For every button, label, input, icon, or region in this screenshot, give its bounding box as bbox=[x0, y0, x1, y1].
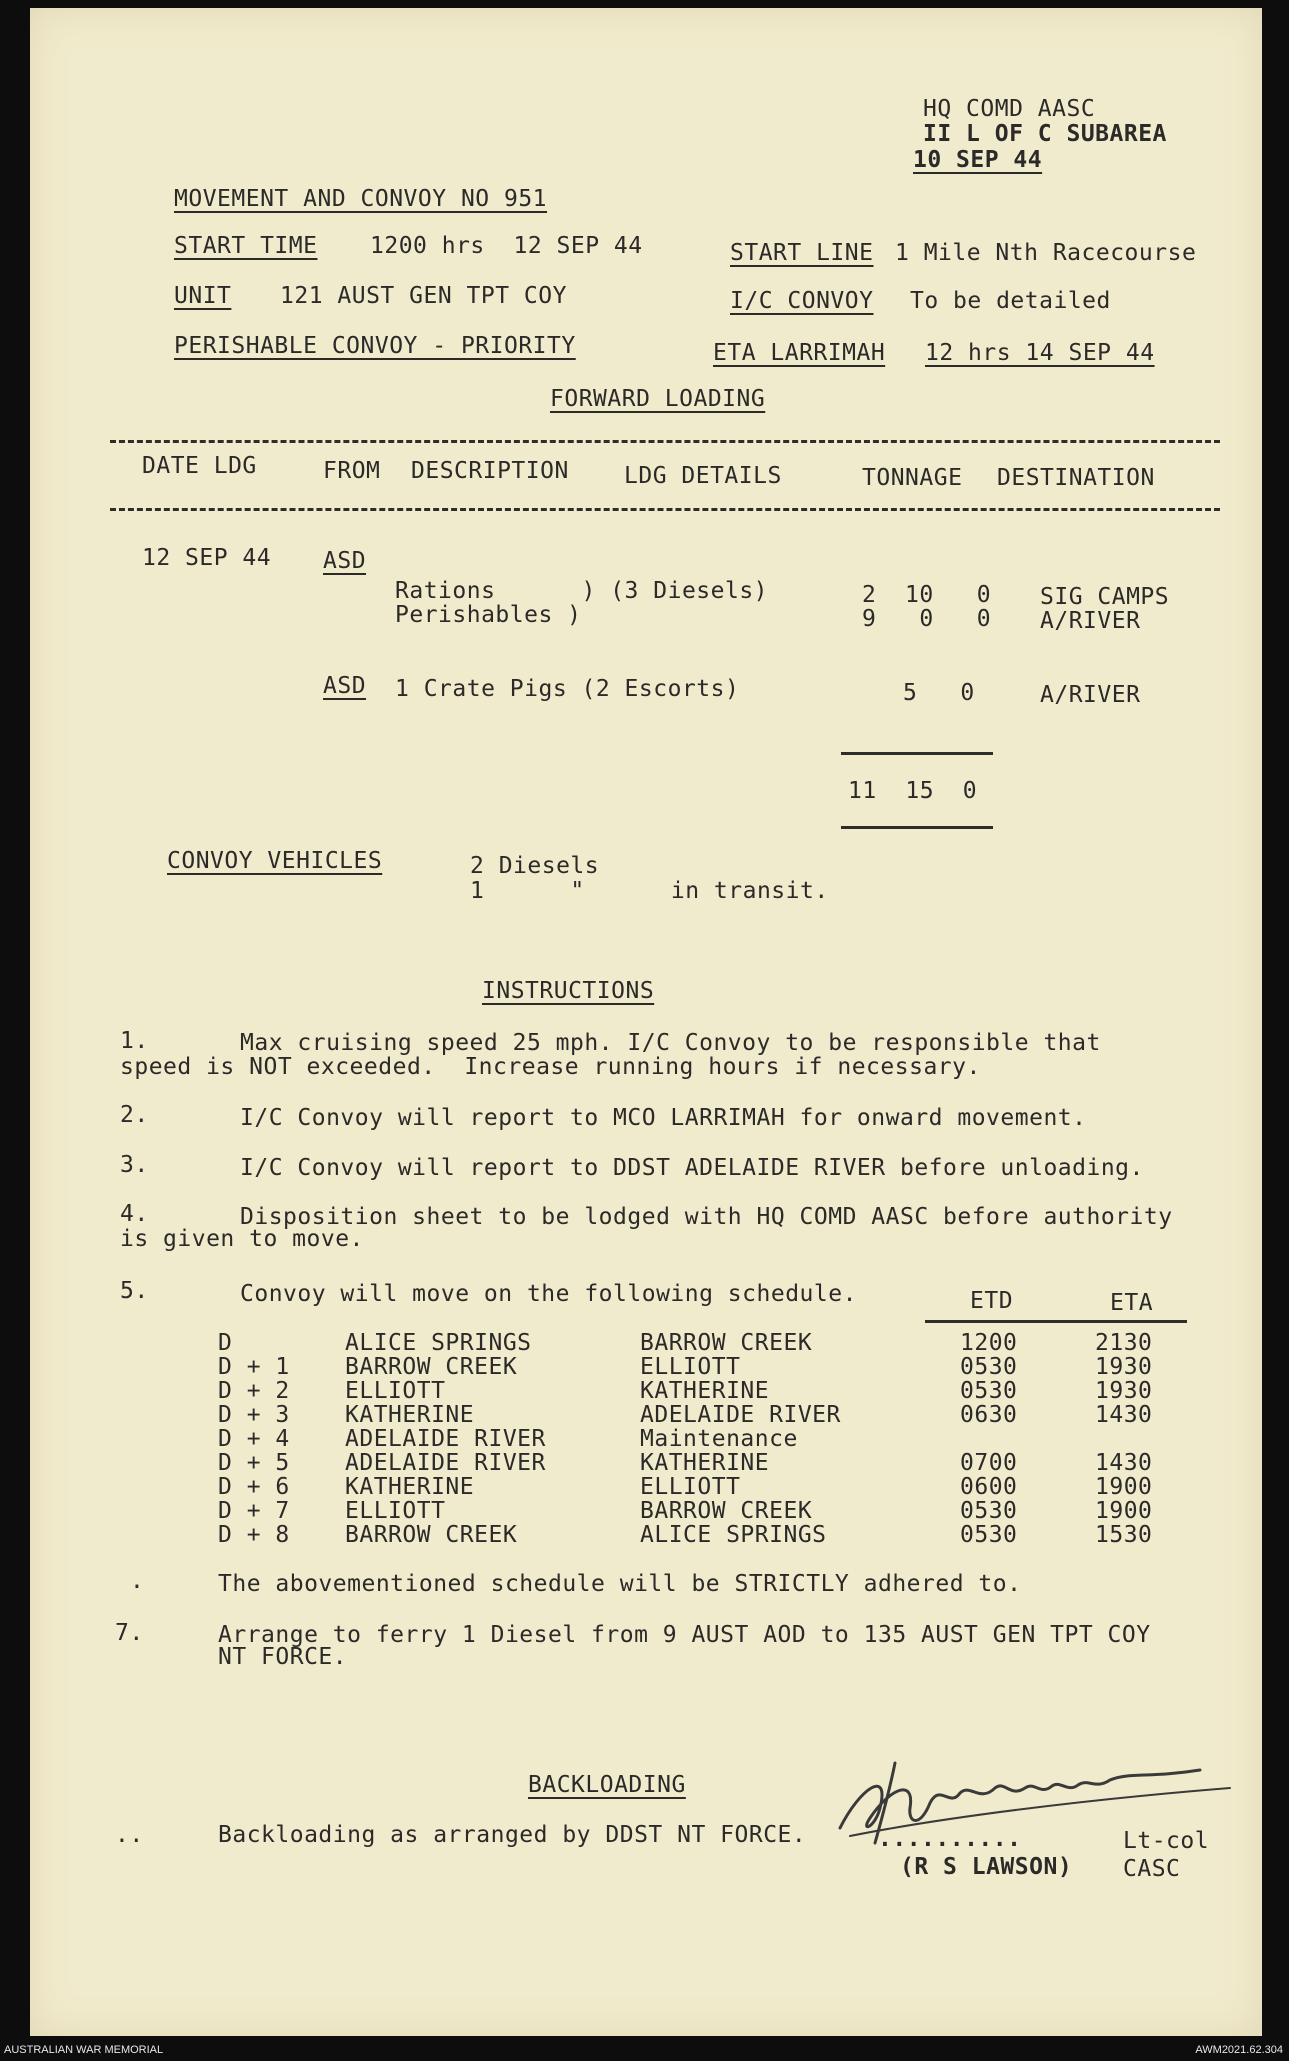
backloading-text: Backloading as arranged by DDST NT FORCE. bbox=[218, 1822, 807, 1848]
convoy-vehicles-1: 2 Diesels bbox=[470, 853, 600, 879]
schedule-to: ELLIOTT bbox=[640, 1354, 741, 1380]
instruction-3: I/C Convoy will report to DDST ADELAIDE RIVER before unloading. bbox=[240, 1155, 1144, 1181]
schedule-from: ADELAIDE RIVER bbox=[345, 1450, 546, 1476]
header-date: 10 SEP 44 bbox=[913, 147, 1043, 173]
col-from: FROM bbox=[323, 458, 381, 484]
schedule-etd: 1200 bbox=[960, 1330, 1018, 1356]
schedule-etd: 0530 bbox=[960, 1522, 1018, 1548]
schedule-etd-header: ETD bbox=[970, 1288, 1014, 1314]
instruction-2-number: 2. bbox=[120, 1102, 149, 1128]
schedule-day: D + 5 bbox=[218, 1450, 290, 1476]
convoy-vehicles-2: 1 " in transit. bbox=[470, 878, 829, 904]
convoy-vehicles-label: CONVOY VEHICLES bbox=[167, 848, 383, 874]
instruction-5-number: 5. bbox=[120, 1278, 149, 1304]
start-time-label: START TIME bbox=[174, 233, 318, 259]
col-ldg-details: LDG DETAILS bbox=[624, 463, 782, 489]
schedule-day: D + 8 bbox=[218, 1522, 290, 1548]
schedule-eta: 1930 bbox=[1095, 1354, 1153, 1380]
loading-perishables: Perishables ) bbox=[395, 602, 582, 628]
schedule-from: BARROW CREEK bbox=[345, 1522, 518, 1548]
footer-archive-label: AUSTRALIAN WAR MEMORIAL bbox=[4, 2044, 164, 2056]
schedule-etd: 0530 bbox=[960, 1498, 1018, 1524]
instructions-heading: INSTRUCTIONS bbox=[482, 978, 655, 1004]
ic-convoy-label: I/C CONVOY bbox=[730, 288, 874, 314]
perishable-priority: PERISHABLE CONVOY - PRIORITY bbox=[174, 333, 576, 359]
document-title: MOVEMENT AND CONVOY NO 951 bbox=[174, 186, 548, 212]
schedule-etd: 0530 bbox=[960, 1378, 1018, 1404]
schedule-from: ELLIOTT bbox=[345, 1378, 446, 1404]
table-top-rule bbox=[110, 440, 1220, 443]
table-header-rule bbox=[110, 508, 1220, 511]
schedule-day: D + 7 bbox=[218, 1498, 290, 1524]
schedule-from: KATHERINE bbox=[345, 1402, 475, 1428]
instruction-6: The abovementioned schedule will be STRICTLY adhered to. bbox=[218, 1571, 1022, 1597]
schedule-from: ELLIOTT bbox=[345, 1498, 446, 1524]
schedule-to: ALICE SPRINGS bbox=[640, 1522, 827, 1548]
tonnage-pigs: 5 0 bbox=[903, 680, 975, 706]
schedule-day: D + 3 bbox=[218, 1402, 290, 1428]
instruction-7-line-2: NT FORCE. bbox=[218, 1644, 348, 1670]
unit-value: 121 AUST GEN TPT COY bbox=[280, 283, 567, 309]
col-destination: DESTINATION bbox=[997, 465, 1155, 491]
schedule-eta: 1900 bbox=[1095, 1498, 1153, 1524]
tonnage-perishables: 9 0 0 bbox=[862, 606, 992, 632]
instruction-6-number: . bbox=[130, 1568, 145, 1594]
signature-rank: Lt-col bbox=[1123, 1828, 1210, 1854]
signature-name: (R S LAWSON) bbox=[900, 1854, 1073, 1880]
backloading-heading: BACKLOADING bbox=[528, 1772, 686, 1798]
schedule-day: D bbox=[218, 1330, 233, 1356]
instruction-1-number: 1. bbox=[120, 1028, 149, 1054]
instruction-1-line-1: Max cruising speed 25 mph. I/C Convoy to be responsible that bbox=[240, 1030, 1101, 1056]
instruction-7-number: 7. bbox=[115, 1620, 144, 1646]
schedule-from: KATHERINE bbox=[345, 1474, 475, 1500]
schedule-to: Maintenance bbox=[640, 1426, 798, 1452]
instruction-1-line-2: speed is NOT exceeded. Increase running hours if necessary. bbox=[120, 1054, 981, 1080]
loading-pigs: 1 Crate Pigs (2 Escorts) bbox=[395, 676, 740, 702]
schedule-eta: 2130 bbox=[1095, 1330, 1153, 1356]
instruction-5: Convoy will move on the following schedule. bbox=[240, 1281, 857, 1307]
schedule-to: BARROW CREEK bbox=[640, 1498, 813, 1524]
forward-loading-heading: FORWARD LOADING bbox=[550, 386, 766, 412]
schedule-to: ADELAIDE RIVER bbox=[640, 1402, 841, 1428]
start-line-value: 1 Mile Nth Racecourse bbox=[895, 240, 1197, 266]
destination-2: A/RIVER bbox=[1040, 608, 1141, 634]
instruction-3-number: 3. bbox=[120, 1152, 149, 1178]
schedule-etd: 0530 bbox=[960, 1354, 1018, 1380]
footer-reference: AWM2021.62.304 bbox=[1195, 2044, 1283, 2056]
loading-from-1: ASD bbox=[323, 548, 367, 574]
instruction-2: I/C Convoy will report to MCO LARRIMAH for onward movement. bbox=[240, 1105, 1087, 1131]
tonnage-total: 11 15 0 bbox=[848, 778, 978, 804]
schedule-header-rule bbox=[925, 1320, 1187, 1323]
col-tonnage: TONNAGE bbox=[862, 465, 963, 491]
instruction-4-line-2: is given to move. bbox=[120, 1226, 364, 1252]
schedule-etd: 0700 bbox=[960, 1450, 1018, 1476]
total-rule-bottom bbox=[841, 826, 993, 829]
destination-3: A/RIVER bbox=[1040, 682, 1141, 708]
schedule-day: D + 2 bbox=[218, 1378, 290, 1404]
loading-date: 12 SEP 44 bbox=[142, 545, 272, 571]
schedule-from: BARROW CREEK bbox=[345, 1354, 518, 1380]
schedule-eta-header: ETA bbox=[1110, 1290, 1154, 1316]
col-description: DESCRIPTION bbox=[411, 458, 569, 484]
schedule-eta: 1930 bbox=[1095, 1378, 1153, 1404]
ic-convoy-value: To be detailed bbox=[910, 288, 1111, 314]
schedule-from: ALICE SPRINGS bbox=[345, 1330, 532, 1356]
schedule-day: D + 4 bbox=[218, 1426, 290, 1452]
schedule-day: D + 6 bbox=[218, 1474, 290, 1500]
schedule-to: BARROW CREEK bbox=[640, 1330, 813, 1356]
hq-line-2: II L OF C SUBAREA bbox=[923, 121, 1167, 147]
destination-1: SIG CAMPS bbox=[1040, 584, 1170, 610]
schedule-from: ADELAIDE RIVER bbox=[345, 1426, 546, 1452]
schedule-to: KATHERINE bbox=[640, 1450, 770, 1476]
schedule-to: ELLIOTT bbox=[640, 1474, 741, 1500]
col-date-ldg: DATE LDG bbox=[142, 453, 257, 479]
schedule-etd: 0630 bbox=[960, 1402, 1018, 1428]
schedule-eta: 1900 bbox=[1095, 1474, 1153, 1500]
schedule-eta: 1530 bbox=[1095, 1522, 1153, 1548]
start-time-value: 1200 hrs 12 SEP 44 bbox=[370, 233, 643, 259]
schedule-eta: 1430 bbox=[1095, 1450, 1153, 1476]
document-page bbox=[30, 8, 1262, 2036]
instruction-4-number: 4. bbox=[120, 1201, 149, 1227]
loading-from-2: ASD bbox=[323, 673, 367, 699]
signature-dots: .......... bbox=[878, 1826, 1022, 1852]
schedule-etd: 0600 bbox=[960, 1474, 1018, 1500]
hq-line-1: HQ COMD AASC bbox=[923, 96, 1096, 122]
tonnage-rations: 2 10 0 bbox=[862, 582, 992, 608]
schedule-to: KATHERINE bbox=[640, 1378, 770, 1404]
eta-label: ETA LARRIMAH bbox=[713, 340, 886, 366]
schedule-eta: 1430 bbox=[1095, 1402, 1153, 1428]
signature-corps: CASC bbox=[1123, 1856, 1181, 1882]
loading-rations: Rations ) (3 Diesels) bbox=[395, 578, 769, 604]
start-line-label: START LINE bbox=[730, 240, 874, 266]
instruction-7-line-1: Arrange to ferry 1 Diesel from 9 AUST AOD to 135 AUST GEN TPT COY bbox=[218, 1622, 1151, 1648]
backloading-number: .. bbox=[115, 1822, 144, 1848]
unit-label: UNIT bbox=[174, 283, 232, 309]
schedule-day: D + 1 bbox=[218, 1354, 290, 1380]
instruction-4-line-1: Disposition sheet to be lodged with HQ COMD AASC before authority bbox=[240, 1204, 1173, 1230]
total-rule-top bbox=[841, 752, 993, 755]
eta-value: 12 hrs 14 SEP 44 bbox=[925, 340, 1155, 366]
